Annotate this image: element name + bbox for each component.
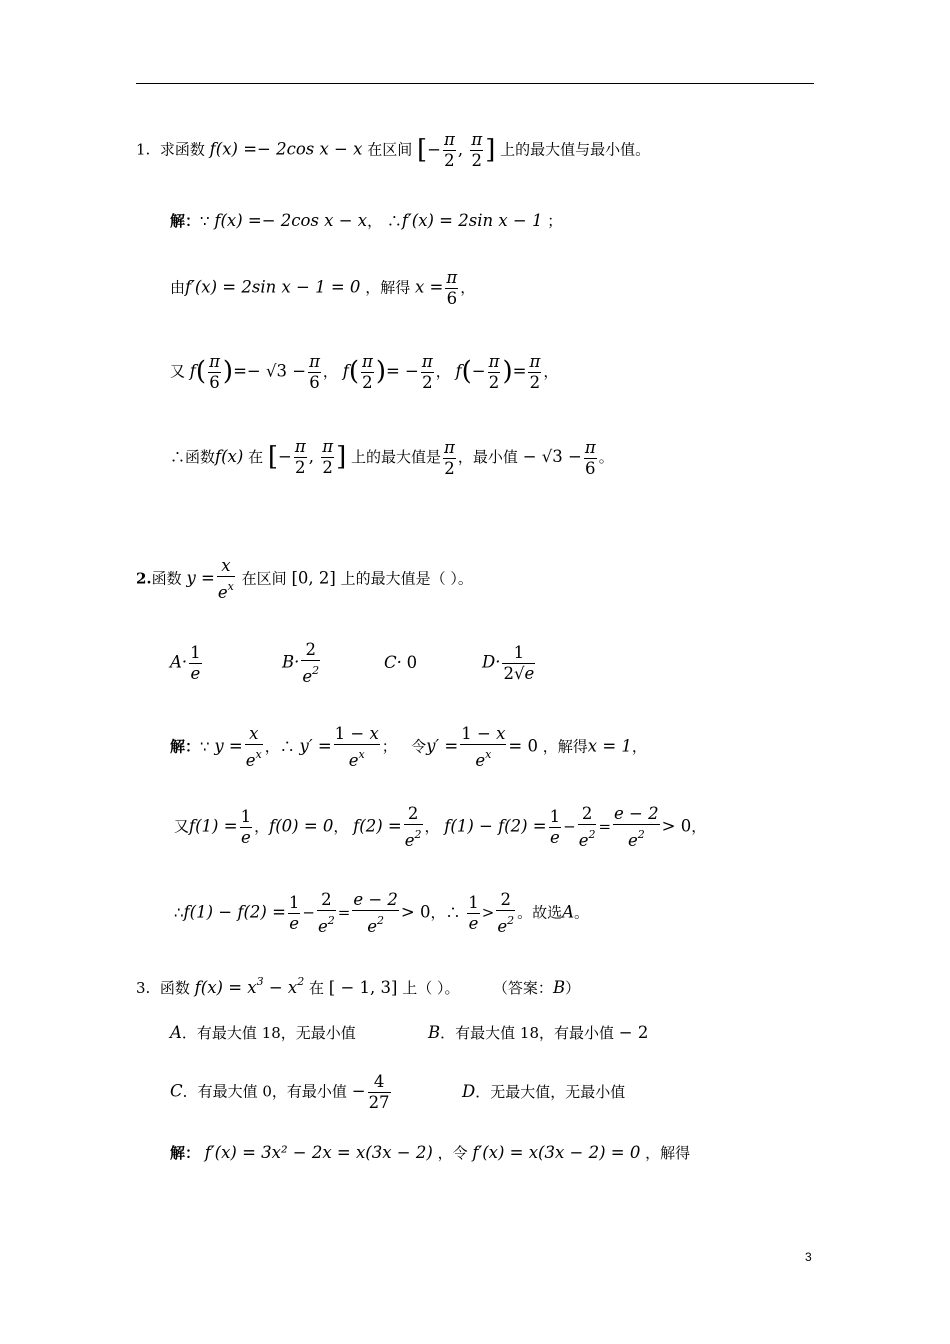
q3-options-row1: A．有最大值 18，无最小值 B．有最大值 18，有最小值 − 2	[170, 1023, 649, 1042]
q2-options: A· $\frac{1}{e}$ B· $\frac{2}{e^2}$ C· 0 D· $\frac{1}{2√e}$	[170, 640, 535, 686]
q2-solution-line1: 解：∵ y = $\frac{x}{e^x}$ ，∴ y′ = $\frac{1 - x}{e^x}$ ； 令y′ = $\frac{1 - x}{e^x}$ = 0 ，解得x = 1，	[170, 724, 647, 770]
q2-prompt: 2.函数 y = $\frac{x}{e^x}$ 在区间 [0, 2] 上的最大值是（ ）。	[136, 556, 473, 602]
q1-solution-line3: 又 f( $\frac{\pi}{6}$ )=− √3 − $\frac{\pi}{6}$ ， f( $\frac{\pi}{2}$ )= − $\frac{\pi}{2}$ ， f(− $\frac{\pi}{2}$ )= $\frac{\pi}{2}$ ，	[170, 352, 559, 392]
q1-conclusion: ∴函数f(x) 在 [− $\frac{\pi}{2}$ , $\frac{\pi}{2}$ ] 上的最大值是 $\frac{\pi}{2}$ ，最小值 − √3 − $\frac{\pi}{6}$ 。	[170, 437, 614, 478]
q1-solution-line2: 由f′(x) = 2sin x − 1 = 0 ，解得 x = $\frac{\pi}{6}$ ，	[170, 268, 476, 308]
q2-solution-line3: ∴f(1) − f(2) = $\frac{1}{e}$ − $\frac{2}{e^2}$ = $\frac{e - 2}{e^2}$ > 0，∴ $\frac{1}{e}$ > $\frac{2}{e^2}$ 。故选A。	[174, 890, 590, 936]
q1-prompt: 1. 求函数 f(x) =− 2cos x − x 在区间 [− $\frac{\pi}{2}$ , $\frac{\pi}{2}$ ] 上的最大值与最小值。	[136, 130, 651, 170]
page-number: 3	[805, 1250, 812, 1264]
header-rule	[136, 83, 814, 84]
q1-solution-line1: 解：∵ f(x) =− 2cos x − x， ∴f′(x) = 2sin x − 1 ；	[170, 211, 563, 230]
q3-prompt: 3. 函数 $f(x) = x^3 - x^2$ 在 [ − 1, 3] 上（ ）。 （答案：B）	[136, 975, 581, 997]
q3-solution: 解： f′(x) = 3x² − 2x = x(3x − 2) ，令 f′(x) = x(3x − 2) = 0 ，解得	[170, 1143, 691, 1162]
q2-solution-line2: 又f(1) = $\frac{1}{e}$ ，f(0) = 0， f(2) = $\frac{2}{e^2}$ ， f(1) − f(2) = $\frac{1}{e}$ − $\frac{2}{e^2}$ = $\frac{e - 2}{e^2}$ > 0，	[174, 804, 707, 850]
q3-options-row2: C．有最大值 0，有最小值 − $\frac{4}{27}$ D．无最大值，无最小值	[170, 1072, 626, 1112]
